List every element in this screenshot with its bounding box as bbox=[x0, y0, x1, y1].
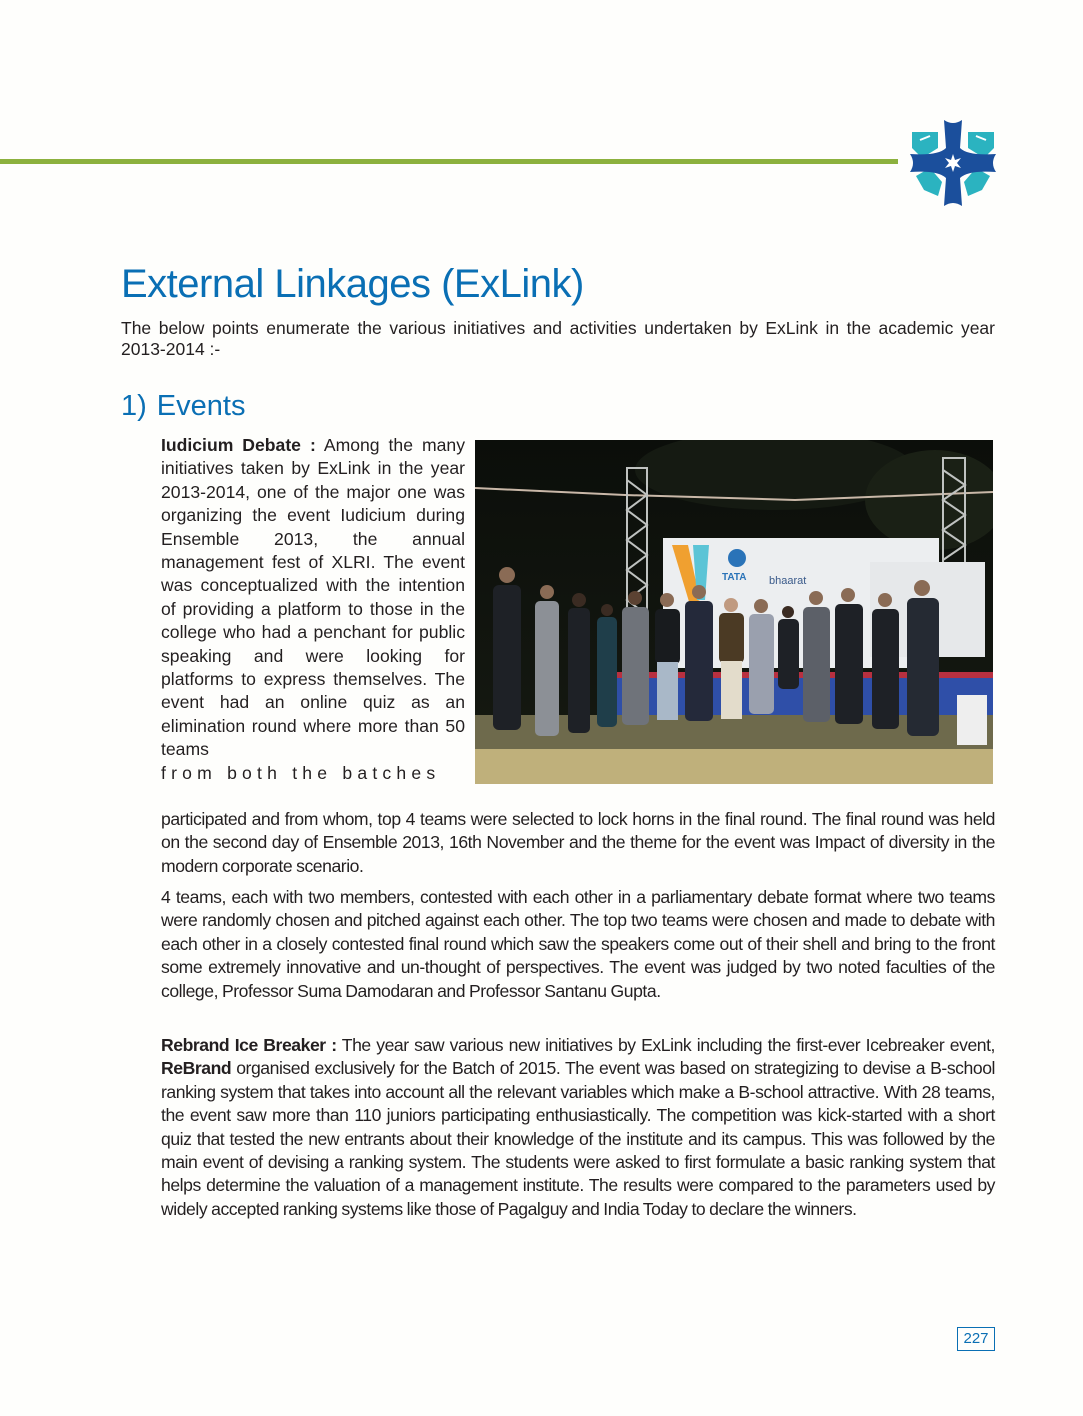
intro-paragraph: The below points enumerate the various initiatives and activities undertaken by ExLink in the academic year 2013-2014 :- bbox=[121, 318, 995, 359]
iudicium-wrapped-text bbox=[161, 434, 465, 785]
page-title: External Linkages (ExLink) bbox=[121, 262, 584, 306]
header-rule bbox=[0, 159, 898, 164]
svg-text:bhaarat: bhaarat bbox=[769, 575, 807, 587]
iudicium-label: Iudicium Debate : bbox=[161, 435, 316, 455]
page-number: 227 bbox=[957, 1327, 995, 1351]
iudicium-wrapped-last-line: from both the batches bbox=[161, 762, 441, 783]
iudicium-paragraph-2: 4 teams, each with two members, contested with each other in a parliamentary debate format where two teams were randomly chosen and pitched against each other. The top two teams were chosen and made to debate with each other in a closely contested final round which saw the speakers come out of their shell and bring to the front some extremely innovative and un-thought of perspectives. The event was judged by two noted faculties of the college, Professor Suma Damodaran and Professor Santanu Gupta. bbox=[161, 887, 995, 1001]
iudicium-wrapped-body: Among the many initiatives taken by ExLink in the year 2013-2014, one of the major one was organizing the event Iudicium during Ensemble 2013, the annual management fest of XLRI. The event was conceptualized with the intention of providing a platform to those in the college who had a penchant for public speaking and were looking for platforms to express themselves. The event had an online quiz as an elimination round where more than 50 teams bbox=[161, 435, 465, 760]
section-heading bbox=[121, 390, 245, 423]
rebrand-text-part1: The year saw various new initiatives by ExLink including the first-ever Icebreaker event, bbox=[336, 1035, 995, 1055]
rebrand-text-part2: organised exclusively for the Batch of 2015. The event was based on strategizing to devise a B-school ranking system that takes into account all the relevant variables which make a B-school attractive. With 28 teams, the event saw more than 110 juniors participating enthusiastically. The competition was kick-started with a short quiz that tested the new entrants about their knowledge of the institute and its campus. This was followed by the main event of devising a ranking system. The students were asked to first formulate a basic ranking system that helps determine the valuation of a management institute. The results were compared to the parameters used by widely accepted ranking systems like those of Pagalguy and India Today to declare the winners. bbox=[161, 1058, 995, 1219]
event-group-photo bbox=[475, 440, 993, 784]
rebrand-label: Rebrand Ice Breaker : bbox=[161, 1035, 337, 1055]
group-photo-illustration bbox=[475, 440, 993, 784]
xlri-cross-emblem-icon bbox=[908, 118, 998, 208]
iudicium-continued-text: participated and from whom, top 4 teams were selected to lock horns in the final round. The final round was held on the second day of Ensemble 2013, 16th November and the theme for the event was Impact of diversity in the modern corporate scenario. bbox=[161, 809, 995, 876]
section-title: Events bbox=[156, 390, 246, 422]
rebrand-event-name: ReBrand bbox=[161, 1058, 232, 1079]
banner-tata-text: TATA bbox=[722, 572, 747, 583]
rebrand-paragraph bbox=[161, 1034, 995, 1221]
section-number: 1) bbox=[121, 390, 147, 422]
